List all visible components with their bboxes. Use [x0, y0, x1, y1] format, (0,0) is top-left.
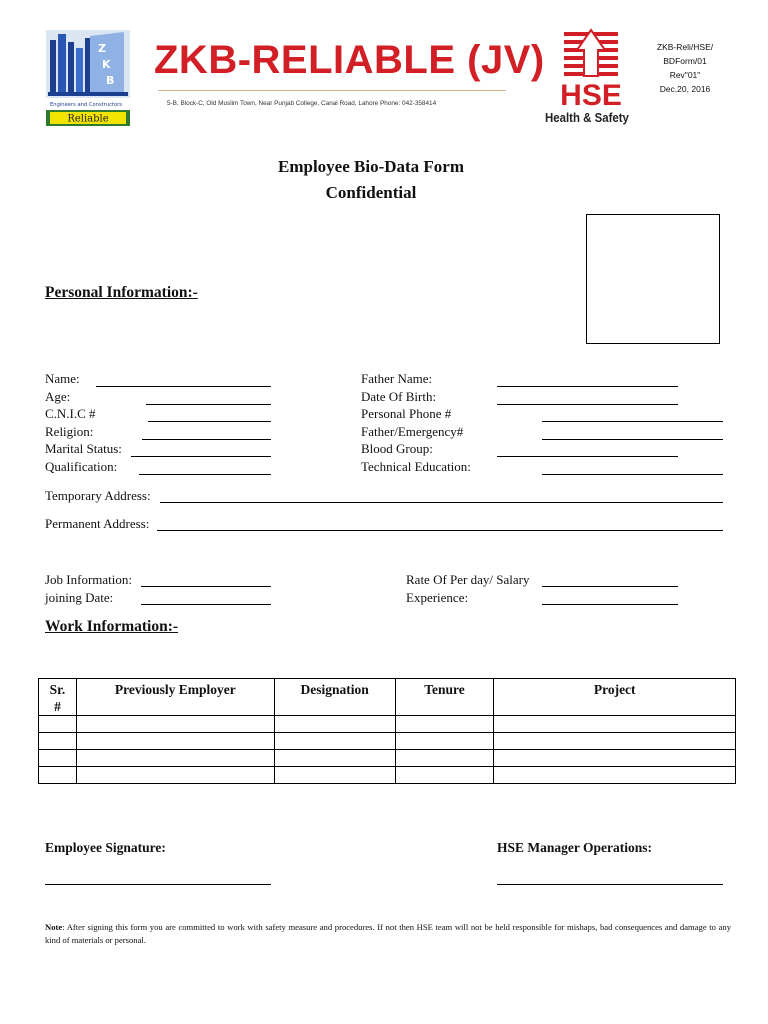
cell-designation[interactable] — [274, 733, 395, 750]
father-name-field[interactable] — [497, 386, 678, 387]
zkb-logo-letter-k: K — [102, 58, 111, 71]
cell-sr[interactable] — [39, 767, 77, 784]
cell-previous-employer[interactable] — [76, 716, 274, 733]
hse-logo-text: HSE — [560, 79, 622, 112]
permanent-address-label: Permanent Address: — [45, 516, 150, 531]
hse-manager-signature-line[interactable] — [497, 884, 723, 885]
religion-field[interactable] — [142, 439, 271, 440]
age-label: Age: — [45, 389, 71, 404]
cnic-label: C.N.I.C # — [45, 406, 96, 421]
note-label: Note — [45, 922, 63, 932]
work-history-table — [38, 678, 736, 784]
cell-sr[interactable] — [39, 716, 77, 733]
photo-box[interactable] — [586, 214, 720, 344]
zkb-logo-letter-z: Z — [98, 42, 106, 55]
cell-designation[interactable] — [274, 716, 395, 733]
temporary-address-label: Temporary Address: — [45, 488, 151, 503]
note-text: : After signing this form you are committed to work with safety measure and procedures. If not then HSE team will not be held responsible for mishaps, bad consequences and damage to any kind of materials or personal. — [45, 922, 731, 945]
table-row — [39, 716, 736, 733]
column-header-designation: Designation — [274, 679, 395, 716]
column-header-project: Project — [494, 679, 736, 716]
age-field[interactable] — [146, 404, 271, 405]
document-reference — [640, 40, 730, 96]
cell-designation[interactable] — [274, 750, 395, 767]
name-field[interactable] — [96, 386, 271, 387]
personal-phone-label: Personal Phone # — [361, 406, 452, 421]
father-name-label: Father Name: — [361, 371, 433, 386]
cell-designation[interactable] — [274, 767, 395, 784]
job-information-label: Job Information: — [45, 572, 133, 587]
blood-group-label: Blood Group: — [361, 441, 433, 456]
form-subtitle: Confidential — [325, 183, 417, 202]
column-header-previous-employer: Previously Employer — [76, 679, 274, 716]
zkb-logo-letter-b: B — [106, 74, 115, 87]
doc-ref-line-1: ZKB-Reli/HSE/ — [656, 42, 714, 52]
cell-previous-employer[interactable] — [76, 733, 274, 750]
father-emergency-field[interactable] — [542, 439, 723, 440]
doc-ref-line-2: BDForm/01 — [663, 56, 707, 66]
company-address: 5-B, Block-C, Old Muslim Town, Near Punjab College, Canal Road, Lahore Phone: 042-358414 — [167, 100, 437, 107]
cell-sr[interactable] — [39, 750, 77, 767]
religion-label: Religion: — [45, 424, 94, 439]
cell-previous-employer[interactable] — [76, 767, 274, 784]
cell-project[interactable] — [494, 750, 736, 767]
marital-status-field[interactable] — [131, 456, 271, 457]
doc-ref-line-3: Rev"01" — [669, 70, 701, 80]
zkb-logo — [46, 30, 130, 126]
form-title: Employee Bio-Data Form — [277, 157, 465, 176]
cell-tenure[interactable] — [395, 750, 494, 767]
personal-phone-field[interactable] — [542, 421, 723, 422]
header-divider — [158, 90, 506, 91]
experience-label: Experience: — [406, 590, 469, 605]
job-information-field[interactable] — [141, 586, 271, 587]
temporary-address-field[interactable] — [160, 502, 723, 503]
rate-salary-field[interactable] — [542, 586, 678, 587]
joining-date-field[interactable] — [141, 604, 271, 605]
joining-date-label: joining Date: — [45, 590, 114, 605]
cell-tenure[interactable] — [395, 767, 494, 784]
technical-education-field[interactable] — [542, 474, 723, 475]
table-row — [39, 733, 736, 750]
doc-ref-date: Dec.20, 2016 — [659, 84, 711, 94]
technical-education-label: Technical Education: — [361, 459, 471, 474]
company-name: ZKB-RELIABLE (JV) — [154, 38, 545, 82]
cell-project[interactable] — [494, 733, 736, 750]
cell-project[interactable] — [494, 767, 736, 784]
experience-field[interactable] — [542, 604, 678, 605]
column-header-tenure: Tenure — [395, 679, 494, 716]
cell-tenure[interactable] — [395, 733, 494, 750]
qualification-field[interactable] — [139, 474, 271, 475]
table-row — [39, 767, 736, 784]
cell-sr[interactable] — [39, 733, 77, 750]
marital-status-label: Marital Status: — [45, 441, 122, 456]
hse-tagline: Health & Safety — [545, 110, 629, 125]
reliable-badge: Reliable — [67, 113, 109, 125]
zkb-logo-subtitle: Engineers and Constructors — [50, 102, 122, 108]
blood-group-field[interactable] — [497, 456, 678, 457]
cnic-field[interactable] — [148, 421, 271, 422]
cell-project[interactable] — [494, 716, 736, 733]
date-of-birth-field[interactable] — [497, 404, 678, 405]
qualification-label: Qualification: — [45, 459, 118, 474]
table-row — [39, 750, 736, 767]
note — [45, 921, 731, 947]
employee-signature-label: Employee Signature: — [45, 840, 166, 855]
rate-salary-label: Rate Of Per day/ Salary — [406, 572, 530, 587]
name-label: Name: — [45, 371, 80, 386]
father-emergency-label: Father/Emergency# — [361, 424, 464, 439]
hse-manager-label: HSE Manager Operations: — [497, 840, 652, 855]
work-information-heading: Work Information:- — [45, 618, 179, 635]
personal-information-heading: Personal Information:- — [45, 284, 198, 301]
employee-signature-line[interactable] — [45, 884, 271, 885]
cell-previous-employer[interactable] — [76, 750, 274, 767]
column-header-sr: Sr. # — [39, 679, 77, 716]
date-of-birth-label: Date Of Birth: — [361, 389, 437, 404]
table-header-row — [39, 679, 736, 716]
cell-tenure[interactable] — [395, 716, 494, 733]
permanent-address-field[interactable] — [157, 530, 723, 531]
